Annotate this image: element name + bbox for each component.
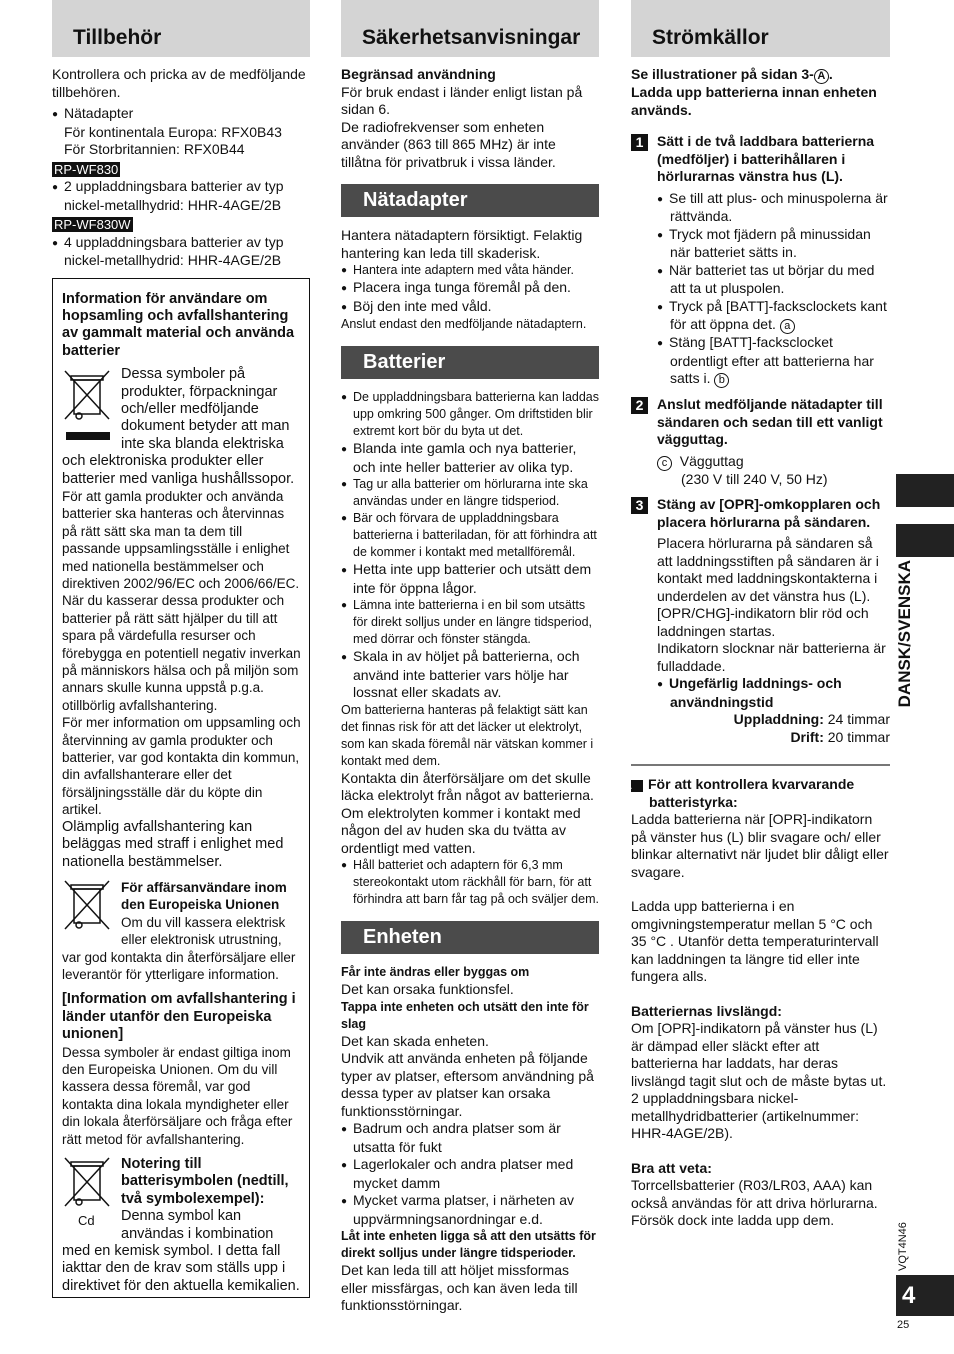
temperature-text: Ladda upp batterierna i en omgivningstemperatur mellan 5 °C och 35 °C . Utanför detta temperaturintervall kan laddningen ta längre tid eller inte fungera alls. bbox=[631, 898, 879, 984]
language-tab-2 bbox=[896, 524, 954, 557]
language-label-text: DANSK/SVENSKA bbox=[895, 560, 914, 708]
use-time-label: Drift: bbox=[790, 728, 824, 745]
figure-ref-a: A bbox=[814, 69, 829, 84]
step-2-heading: Anslut medföljande nätadapter till sändaren och sedan till ett vanligt vägguttag. bbox=[657, 396, 883, 447]
battery-bullet-5: ● Hetta inte upp batterier och utsätt dem inte för öppna lågor. bbox=[341, 561, 599, 597]
battery-life-heading: Batteriernas livslängd: bbox=[631, 1002, 782, 1019]
limited-use-text: För bruk endast i länder enligt listan på sidan 6. bbox=[341, 83, 583, 117]
limited-use-heading: Begränsad användning bbox=[341, 66, 496, 82]
power-intro-end: . bbox=[828, 66, 833, 82]
unit-bullet-3: ● Mycket varma platser, i närheten av uppvärmningsanordningar e.d. bbox=[341, 1192, 599, 1228]
unit-section-bar: Enheten bbox=[341, 921, 599, 954]
model2-batteries-line2: nickel-metallhydrid: HHR-4AGE/2B bbox=[64, 252, 282, 268]
power-intro-2: Ladda upp batterierna innan enheten används. bbox=[631, 84, 877, 118]
radio-frequency-text: De radiofrekvenser som enheten använder (863 till 865 MHz) är inte tillåtna för privatbruk i vissa länder. bbox=[341, 118, 556, 170]
disposal-p2: För att gamla produkter och använda batterier ska hanteras och återvinnas på rätt sätt ska man ta dem till passande uppsamlingsställe i enlighet med nationella bestämmelser och direktiven 2002/96/EC och 2006/66/EC. bbox=[62, 488, 300, 591]
batteries-section-bar: Batterier bbox=[341, 346, 599, 379]
outside-eu-text: Dessa symboler är endast giltiga inom den Europeiska Unionen. Om du vill kassera dessa föremål, var god kontakta dina lokala myndigheter eller din lokala återförsäljare och fråga efter rätt metod för avfallshantering. bbox=[62, 1044, 293, 1147]
power-heading: Strömkällor bbox=[631, 0, 890, 57]
disposal-heading: Information för användare om hopsamling och avfallshantering av gammalt material och använda batterier bbox=[62, 290, 295, 359]
adapter-uk: För Storbritannien: RFX0B44 bbox=[64, 141, 245, 157]
accessories-heading: Tillbehör bbox=[52, 0, 310, 57]
safety-heading: Säkerhetsanvisningar bbox=[341, 0, 599, 57]
use-time bbox=[657, 729, 890, 747]
adapter-note: Anslut endast den medföljande nätadaptern. bbox=[341, 317, 587, 331]
figure-ref-c-small: c bbox=[657, 456, 672, 471]
good-to-know-heading: Bra att veta: bbox=[631, 1159, 712, 1176]
battery-life-text: Om [OPR]-indikatorn på vänster hus (L) är dämpad eller släckt efter att batterierna har laddats, har deras livslängd tagit slut och de måste bytas ut. bbox=[631, 1020, 887, 1089]
model-tag-wf830: RP-WF830 bbox=[54, 161, 119, 177]
battery-life-text-2: 2 uppladdningsbara nickel-metallhydridbatterier (artikelnummer: HHR-4AGE/2B). bbox=[631, 1090, 859, 1141]
step-1-bullet-4 bbox=[657, 298, 890, 335]
step-1 bbox=[631, 133, 890, 186]
language-tab-1 bbox=[896, 474, 954, 507]
adapter-section-bar: Nätadapter bbox=[341, 184, 599, 217]
unit-text-3: Undvik att använda enheten på följande typer av platser, eftersom användning på dessa typer av platser kan orsaka funktionsstörningar. bbox=[341, 1050, 594, 1119]
step-1-bullet-3: ● När batteriet tas ut börjar du med att ta ut pluspolen. bbox=[657, 262, 890, 298]
document-code-text: VQT4N46 bbox=[897, 1222, 909, 1271]
battery-note-1: Om batterierna hanteras på felaktigt sätt kan det finnas risk för att det läcker ut elektrolyt, som kan skada föremål när vätskan kommer i kontakt med dem. bbox=[341, 702, 594, 768]
page-number: 4 bbox=[896, 1275, 954, 1316]
use-time-value: 20 timmar bbox=[823, 728, 890, 745]
step-3-number: 3 bbox=[631, 497, 648, 514]
page-total-number: 25 bbox=[897, 1319, 910, 1331]
check-battery-text: Ladda batterierna när [OPR]-indikatorn på vänster hus (L) blir svagare och/ eller blinkar alternativt när ljudet blir dåligt eller svagare. bbox=[631, 811, 889, 880]
charge-time bbox=[657, 711, 890, 729]
model1-batteries-line1: ● 2 uppladdningsbara batterier av typ bbox=[52, 178, 310, 197]
section-divider bbox=[631, 764, 890, 766]
figure-ref-a-small: a bbox=[780, 319, 795, 334]
battery-bin-cd-icon bbox=[62, 1156, 116, 1228]
step-1-bullet-2: ● Tryck mot fjädern på minussidan när batteriet sätts in. bbox=[657, 226, 890, 262]
step-1-bullet-5-text: Stäng [BATT]-facksclocket ordentligt efter att batterierna har satts i. bbox=[669, 334, 874, 386]
battery-bullet-8: ● Håll batteriet och adaptern för 6,3 mm stereokontakt utom räckhåll för barn, för att förhindra att barn får tag på och sväljer dem. bbox=[341, 857, 599, 908]
disposal-p1: Dessa symboler på produkter, förpackningar och/eller medföljande dokument betyder att man inte ska blanda elektriska och elektroniska produkter eller batterier med vanliga hushållssopor. bbox=[62, 366, 295, 487]
wall-socket-label bbox=[657, 453, 890, 471]
disposal-p5: Olämplig avfallshantering kan beläggas med straff i enlighet med nationella bestämmelser. bbox=[62, 818, 284, 870]
step-1-heading: Sätt i de två laddbara batterierna (medföljer) i batterihållaren i hörlurarnas vänstra hus (L). bbox=[657, 133, 875, 184]
wall-socket-text: Vägguttag bbox=[679, 452, 744, 469]
business-users-text: Om du vill kassera elektrisk eller elektronisk utrustning, var god kontakta din återförsäljare eller leverantör för ytterligare information. bbox=[62, 914, 296, 982]
step-3-bullet-1: ● Ungefärlig laddnings- och användningstid bbox=[657, 675, 890, 711]
step-1-bullet-5 bbox=[657, 334, 890, 388]
battery-note-text: Denna symbol kan användas i kombination med en kemisk symbol. I detta fall iakttar den de krav som ställs upp i direktivet för den aktuella kemikalien. bbox=[62, 1208, 300, 1294]
unit-bullet-1: ● Badrum och andra platser som är utsatta för fukt bbox=[341, 1120, 599, 1156]
model-tag-wf830w: RP-WF830W bbox=[54, 217, 131, 232]
unit-text-1: Det kan orsaka funktionsfel. bbox=[341, 981, 514, 997]
wall-socket-voltage: (230 V till 240 V, 50 Hz) bbox=[681, 470, 828, 487]
document-code bbox=[895, 1205, 911, 1271]
wheelie-bin-business-icon bbox=[62, 879, 116, 937]
good-to-know-text-2: Försök dock inte ladda upp dem. bbox=[631, 1212, 835, 1228]
language-label bbox=[893, 560, 917, 740]
adapter-bullet-3: ● Böj den inte med våld. bbox=[341, 298, 599, 317]
figure-ref-b-small: b bbox=[714, 373, 729, 388]
disposal-info-box bbox=[52, 278, 310, 1298]
step-3-text-2: Indikatorn slocknar när batterierna är fulladdade. bbox=[657, 640, 886, 674]
battery-note-2: Kontakta din återförsäljare om det skulle läcka elektrolyt från något av batterierna. Om elektrolyten kommer i kontakt med någon del av huden ska du tvätta av ordentligt med vatten. bbox=[341, 769, 594, 856]
battery-bullet-3: ● Tag ur alla batterier om hörlurarna inte ska användas under en längre tidsperiod. bbox=[341, 476, 599, 510]
step-1-bullet-1: ● Se till att plus- och minuspolerna är rättvända. bbox=[657, 190, 890, 226]
model2-batteries-line1: ● 4 uppladdningsbara batterier av typ bbox=[52, 234, 310, 253]
business-users-heading: För affärsanvändare inom den Europeiska Unionen bbox=[121, 879, 287, 913]
disposal-p4: För mer information om uppsamling och återvinning av gamla produkter och batterier, var god kontakta din kommun, din avfallshanterare eller det försäljningsställe där du köpte din artikel. bbox=[62, 715, 301, 818]
adapter-intro: Hantera nätadaptern försiktigt. Felaktig hantering kan leda till skaderisk. bbox=[341, 227, 583, 261]
charge-time-label: Uppladdning: bbox=[733, 711, 824, 727]
check-battery-heading bbox=[624, 776, 890, 811]
power-intro-text: Se illustrationer på sidan 3- bbox=[631, 66, 814, 82]
step-2-number: 2 bbox=[631, 397, 648, 414]
unit-heading-1: Får inte ändras eller byggas om bbox=[341, 965, 530, 979]
safety-column bbox=[341, 0, 599, 1315]
check-battery-heading-text: För att kontrollera kvarvarande batteristyrka: bbox=[648, 776, 855, 810]
unit-bullet-2: ● Lagerlokaler och andra platser med mycket damm bbox=[341, 1156, 599, 1192]
battery-bullet-7: ● Skala in av höljet på batterierna, och använd inte batterier vars hölje har lossnat eller skadats av. bbox=[341, 648, 599, 702]
battery-bullet-6: ● Lämna inte batterierna i en bil som utsätts för direkt solljus under en längre tidsperiod, med dörrar och fönster stängda. bbox=[341, 597, 599, 648]
wheelie-bin-icon bbox=[62, 366, 116, 446]
charge-time-value: 24 timmar bbox=[823, 711, 890, 727]
adapter-item: ● Nätadapter bbox=[52, 105, 310, 124]
step-3-heading: Stäng av [OPR]-omkopplaren och placera hörlurarna på sändaren. bbox=[657, 496, 881, 530]
power-column bbox=[624, 0, 890, 1230]
battery-bullet-2: ● Blanda inte gamla och nya batterier, och inte heller batterier av olika typ. bbox=[341, 440, 599, 476]
accessories-column bbox=[52, 0, 310, 1298]
step-1-bullet-4-text: Tryck på [BATT]-facksclockets kant för att öppna det. bbox=[669, 297, 887, 332]
disposal-p3: När du kasserar dessa produkter och batterier på rätt sätt hjälper du till att spara på värdefulla resurser och förebygga en potentiell negativ inverkan på människors hälsa och på miljön som annars skulle kunna uppstå p.g.a. otillbörlig avfallshantering. bbox=[62, 593, 301, 713]
unit-text-2: Det kan skada enheten. bbox=[341, 1032, 489, 1049]
good-to-know-text: Torrcellsbatterier (R03/LR03, AAA) kan också användas för att driva hörlurarna. bbox=[631, 1177, 878, 1211]
adapter-eu: För kontinentala Europa: RFX0B43 bbox=[64, 123, 282, 140]
accessories-intro: Kontrollera och pricka av de medföljande tillbehören. bbox=[52, 66, 306, 100]
model1-batteries-line2: nickel-metallhydrid: HHR-4AGE/2B bbox=[64, 196, 282, 213]
unit-text-4: Det kan leda till att höljet missformas eller missfärgas, och kan även leda till funktionsstörningar. bbox=[341, 1262, 578, 1313]
figure-ref-a-square: A bbox=[631, 780, 643, 792]
adapter-bullet-2: ● Placera inga tunga föremål på den. bbox=[341, 279, 599, 298]
cd-chemical-symbol: Cd bbox=[78, 1213, 95, 1228]
power-intro bbox=[631, 66, 890, 84]
adapter-bullet-1: ● Hantera inte adaptern med våta händer. bbox=[341, 262, 599, 279]
unit-heading-3: Låt inte enheten ligga så att den utsätts för direkt solljus under längre tidsperioder. bbox=[341, 1229, 596, 1260]
battery-bullet-1: ● De uppladdningsbara batterierna kan laddas upp omkring 500 gånger. Om driftstiden blir extremt kort bör du byta ut det. bbox=[341, 389, 599, 440]
step-1-number: 1 bbox=[631, 134, 648, 151]
step-3-text-1: Placera hörlurarna på sändaren så att laddningsstiften på sändaren är i kontakt med laddningskontakterna i underdelen av det vänstra hus (L). [OPR/CHG]-indikatorn blir röd och laddningen startas. bbox=[657, 535, 879, 639]
step-2 bbox=[631, 396, 890, 449]
step-3 bbox=[631, 496, 890, 531]
unit-heading-2: Tappa inte enheten och utsätt den inte för slag bbox=[341, 999, 589, 1031]
battery-bullet-4: ● Bär och förvara de uppladdningsbara batterierna i batteriladan, för att förhindra att de kommer i kontakt med metallföremål. bbox=[341, 510, 599, 561]
outside-eu-heading: [Information om avfallshantering i länder utanför den Europeiska unionen] bbox=[62, 991, 296, 1043]
battery-note-heading: Notering till batterisymbolen (nedtill, två symbolexempel): bbox=[121, 1156, 289, 1207]
